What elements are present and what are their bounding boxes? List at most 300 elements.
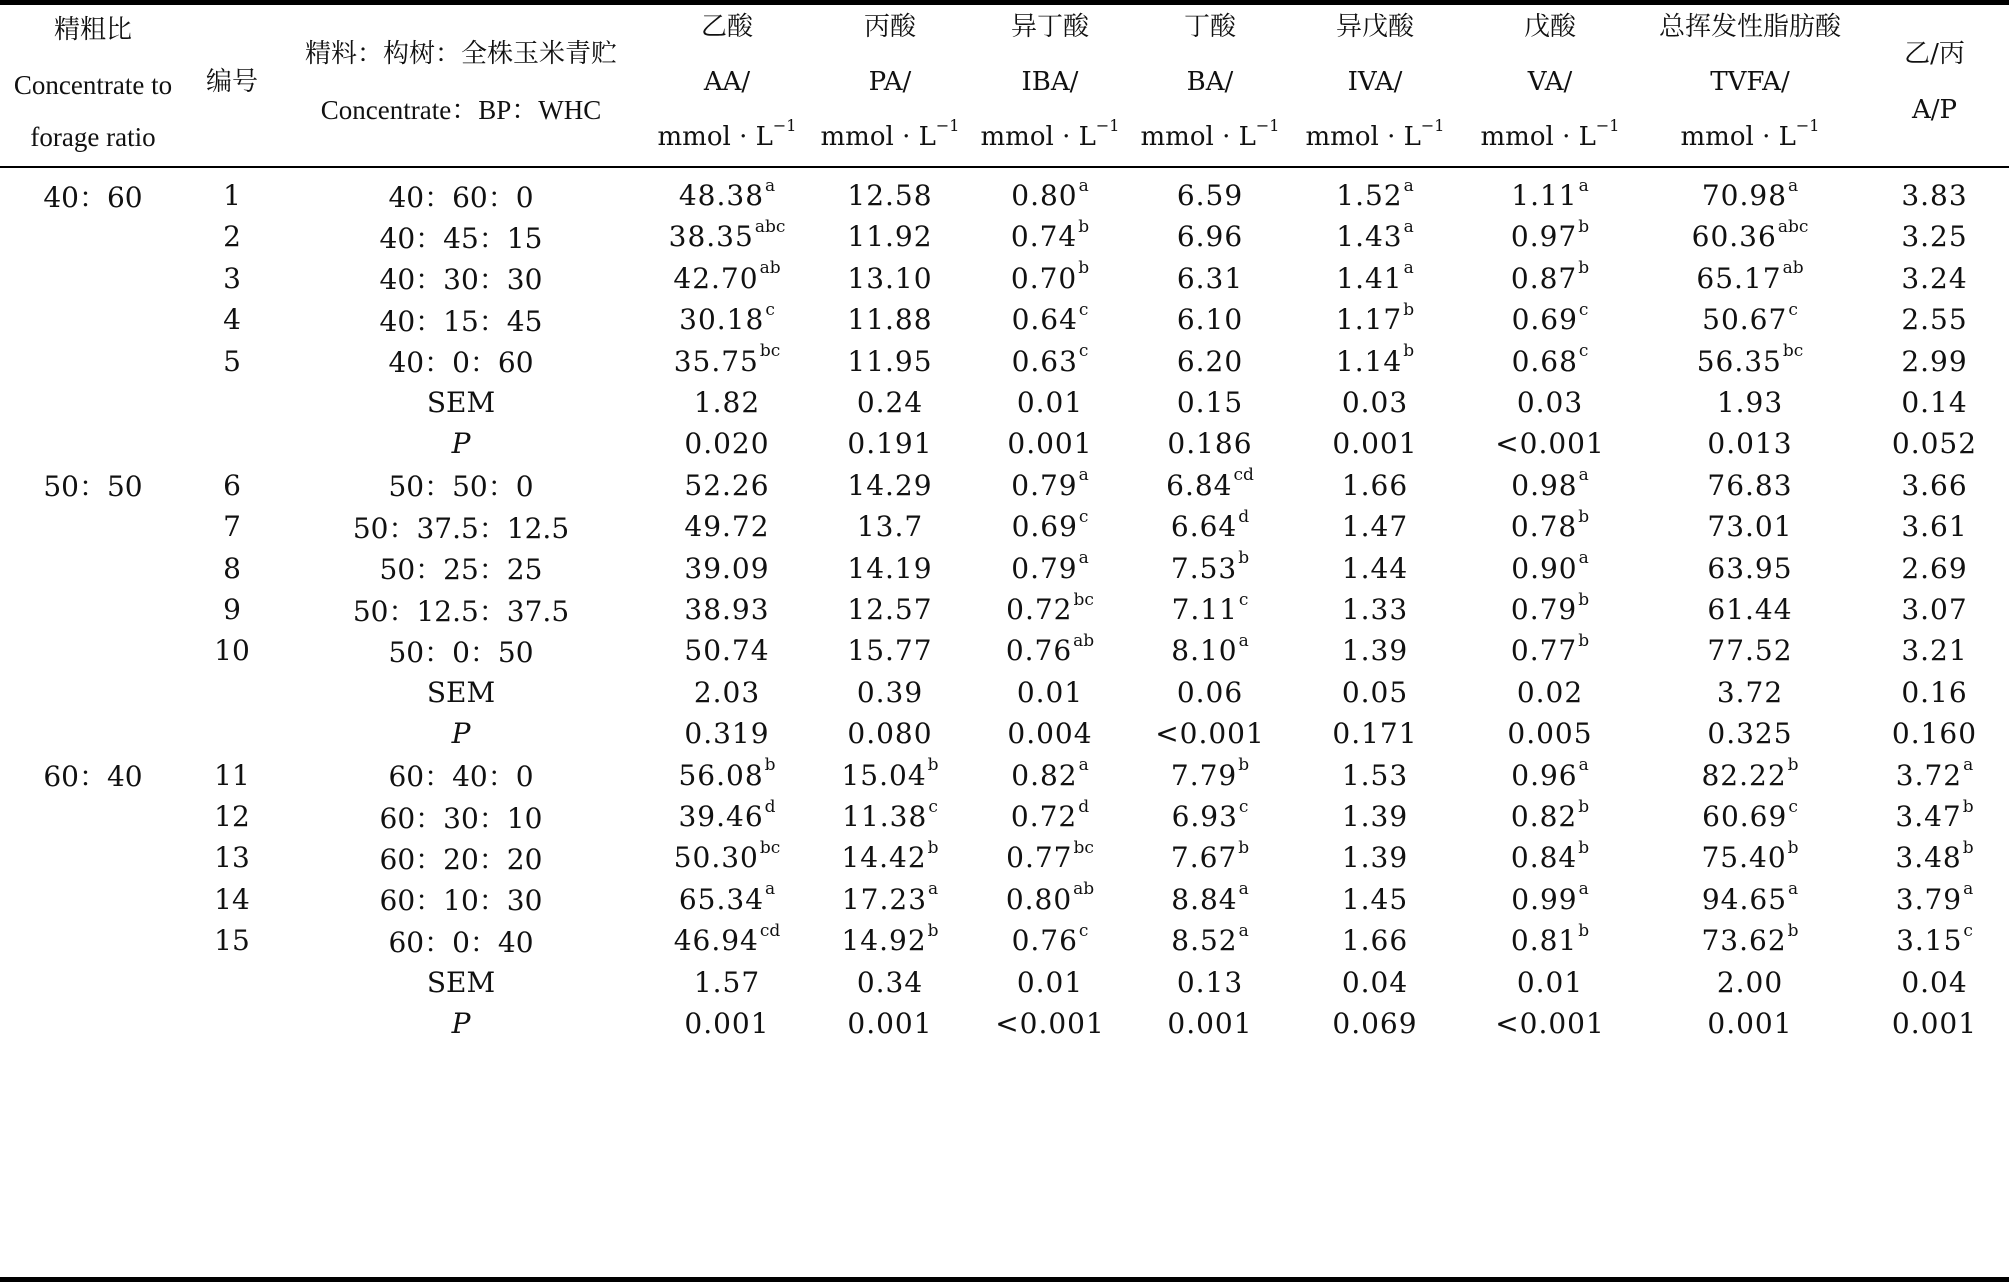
header-iva-unit-exp: −1 — [1420, 116, 1445, 136]
significance-letter: cd — [759, 920, 781, 941]
ratio-text: 60：40 — [43, 760, 143, 794]
significance-letter: a — [1578, 548, 1589, 569]
value: 0.16 — [1901, 675, 1968, 709]
header-id — [186, 0, 278, 166]
value: 0.080 — [847, 717, 933, 751]
cell-id — [186, 997, 278, 1050]
value: 11.88 — [847, 303, 933, 337]
value: 65.17 — [1696, 261, 1782, 295]
significance-letter: c — [928, 796, 938, 817]
value: 0.80 — [1005, 882, 1073, 916]
value: <0.001 — [995, 1007, 1105, 1040]
value: 0.72 — [1010, 800, 1078, 833]
table-row — [0, 997, 2009, 1050]
value: 38.93 — [684, 593, 770, 626]
id-text: 2 — [223, 220, 241, 254]
significance-letter: c — [1078, 920, 1089, 941]
header-iva — [1290, 0, 1460, 166]
header-ap-abbr: A/P — [1911, 95, 1958, 126]
value: 1.39 — [1341, 800, 1409, 833]
comp-text: SEM — [426, 675, 496, 709]
value: 50.30 — [673, 841, 759, 875]
cell-iba — [970, 997, 1130, 1050]
value: 52.26 — [684, 468, 770, 502]
significance-letter: a — [1078, 175, 1089, 196]
comp-text: 50：25：25 — [379, 553, 543, 587]
comp-text: P — [451, 1007, 471, 1040]
header-ratio-zh: 精粗比 — [53, 15, 132, 46]
comp-text: 40：0：60 — [388, 346, 534, 380]
id-text: 12 — [214, 800, 250, 833]
comp-text: P — [451, 427, 471, 461]
id-text: 15 — [214, 924, 250, 958]
value: 7.11 — [1171, 593, 1238, 626]
header-va-unit — [1481, 111, 1620, 166]
significance-letter: b — [1578, 506, 1590, 527]
comp-text: 40：45：15 — [379, 221, 543, 255]
significance-letter: b — [1403, 299, 1415, 320]
value: 0.001 — [1707, 1007, 1793, 1040]
table-header-rule — [0, 166, 2009, 168]
significance-letter: c — [1963, 920, 1973, 941]
ratio-text: 40：60 — [43, 180, 143, 214]
significance-letter: c — [1238, 796, 1249, 817]
value: 0.01 — [1016, 965, 1084, 999]
value: 0.74 — [1010, 220, 1078, 254]
value: 0.69 — [1511, 303, 1578, 337]
value: 11.92 — [847, 220, 933, 254]
value: 0.001 — [1891, 1007, 1978, 1040]
significance-letter: a — [1578, 465, 1589, 486]
value: 0.01 — [1016, 675, 1084, 709]
value: 8.84 — [1171, 882, 1238, 916]
significance-letter: a — [1578, 879, 1589, 900]
value: 3.83 — [1901, 179, 1968, 212]
value: 0.79 — [1011, 468, 1078, 502]
header-pa-zh: 丙酸 — [863, 11, 916, 42]
value: 0.020 — [684, 427, 770, 461]
value: 50.67 — [1702, 303, 1788, 337]
value: 11.38 — [842, 800, 928, 833]
id-text: 10 — [214, 634, 250, 668]
value: 1.44 — [1341, 551, 1409, 585]
value: 1.45 — [1341, 882, 1409, 916]
value: 0.64 — [1011, 303, 1078, 337]
header-iba-unit — [981, 111, 1120, 166]
value: 0.02 — [1516, 675, 1584, 709]
header-tvfa-unit-exp: −1 — [1795, 116, 1820, 136]
value: 3.07 — [1901, 593, 1968, 626]
cell-pa — [810, 997, 970, 1050]
significance-letter: ab — [759, 258, 781, 279]
value: 7.53 — [1170, 551, 1238, 585]
value: 0.325 — [1707, 717, 1793, 751]
significance-letter: d — [1078, 796, 1090, 817]
value: 0.84 — [1510, 841, 1578, 875]
id-text: 9 — [223, 593, 241, 626]
significance-letter: a — [928, 879, 939, 900]
value: 3.21 — [1901, 634, 1968, 668]
significance-letter: a — [1578, 175, 1589, 196]
table-bottom-rule — [0, 1277, 2009, 1282]
value: 1.17 — [1335, 303, 1403, 337]
significance-letter: ab — [1782, 258, 1804, 279]
value: 0.03 — [1341, 386, 1409, 419]
value: 0.77 — [1510, 634, 1578, 668]
value: 3.72 — [1895, 758, 1963, 792]
significance-letter: b — [764, 755, 776, 776]
value: 76.83 — [1707, 468, 1793, 502]
value: 0.77 — [1006, 841, 1073, 875]
value: 0.05 — [1341, 675, 1409, 709]
significance-letter: a — [1788, 879, 1799, 900]
id-text: 14 — [214, 882, 250, 916]
value: 39.46 — [678, 800, 764, 833]
value: 3.47 — [1895, 800, 1962, 833]
significance-letter: a — [1963, 879, 1974, 900]
value: 14.92 — [841, 924, 927, 958]
value: 0.06 — [1176, 675, 1244, 709]
header-ba-abbr: BA/ — [1186, 67, 1234, 98]
value: 2.99 — [1901, 344, 1968, 378]
cell-ba — [1130, 997, 1290, 1050]
significance-letter: c — [1788, 796, 1798, 817]
comp-text: 40：15：45 — [379, 304, 543, 338]
value: 0.13 — [1176, 965, 1244, 999]
header-va-abbr: VA/ — [1527, 67, 1573, 98]
value: 14.29 — [847, 468, 933, 502]
significance-letter: c — [765, 299, 775, 320]
value: 0.052 — [1891, 427, 1978, 461]
value: 12.57 — [847, 593, 933, 626]
value: 15.04 — [841, 758, 927, 792]
significance-letter: a — [1788, 175, 1799, 196]
significance-letter: ab — [1073, 879, 1095, 900]
value: 42.70 — [673, 261, 759, 295]
significance-letter: b — [1578, 258, 1590, 279]
significance-letter: a — [1578, 755, 1589, 776]
significance-letter: b — [1578, 216, 1590, 237]
significance-letter: b — [1962, 837, 1974, 858]
value: 0.81 — [1510, 924, 1578, 958]
significance-letter: b — [1238, 755, 1250, 776]
id-text: 4 — [223, 303, 241, 337]
value: 70.98 — [1701, 179, 1788, 212]
comp-text: 50：50：0 — [388, 470, 534, 504]
significance-letter: b — [1578, 837, 1590, 858]
value: 0.98 — [1511, 468, 1578, 502]
significance-letter: a — [1403, 216, 1414, 237]
value: 6.93 — [1171, 800, 1238, 833]
value: 0.01 — [1516, 965, 1584, 999]
significance-letter: a — [765, 879, 776, 900]
value: 0.001 — [1332, 427, 1418, 461]
header-ba-unit — [1141, 111, 1280, 166]
comp-text: 60：30：10 — [379, 801, 543, 835]
value: 75.40 — [1701, 841, 1787, 875]
significance-letter: bc — [1782, 341, 1804, 362]
value: 30.18 — [679, 303, 765, 337]
value: 2.00 — [1716, 965, 1784, 999]
comp-text: 40：30：30 — [379, 263, 543, 297]
header-iba-unit-exp: −1 — [1095, 116, 1120, 136]
value: 1.66 — [1341, 468, 1409, 502]
comp-text: 60：40：0 — [388, 760, 534, 794]
value: 0.34 — [856, 965, 924, 999]
significance-letter: a — [1238, 920, 1249, 941]
significance-letter: c — [1078, 341, 1089, 362]
significance-letter: cd — [1233, 465, 1254, 486]
value: 12.58 — [847, 179, 933, 212]
value: 0.78 — [1510, 510, 1578, 544]
value: 49.72 — [684, 510, 770, 544]
id-text: 11 — [214, 758, 250, 792]
value: 11.95 — [847, 344, 933, 378]
header-ratio-en-2: forage ratio — [30, 122, 156, 153]
value: 1.52 — [1336, 179, 1403, 212]
value: 0.319 — [684, 717, 770, 751]
value: 1.14 — [1335, 344, 1403, 378]
value: 6.10 — [1176, 303, 1244, 337]
header-ap-zh: 乙/丙 — [1904, 39, 1965, 70]
comp-text: SEM — [426, 965, 496, 999]
header-aa-unit-exp: −1 — [772, 116, 797, 136]
value: 48.38 — [678, 179, 765, 212]
header-ba-unit-text: mmol · L — [1140, 122, 1256, 153]
value: 0.63 — [1011, 344, 1078, 378]
significance-letter: abc — [1777, 216, 1809, 237]
header-va — [1460, 0, 1640, 166]
value: 0.96 — [1511, 758, 1578, 792]
value: 13.7 — [856, 510, 924, 544]
header-ba-zh: 丁酸 — [1183, 11, 1236, 42]
value: 1.41 — [1336, 261, 1403, 295]
value: 0.069 — [1332, 1007, 1418, 1040]
value: 65.34 — [678, 882, 765, 916]
value: 39.09 — [684, 551, 770, 585]
significance-letter: b — [927, 755, 939, 776]
value: 15.77 — [847, 634, 933, 668]
value: 77.52 — [1707, 634, 1793, 668]
value: 6.20 — [1176, 344, 1244, 378]
significance-letter: b — [1578, 589, 1590, 610]
cell-iva — [1290, 997, 1460, 1050]
id-text: 3 — [223, 261, 241, 295]
value: 0.01 — [1016, 386, 1084, 419]
significance-letter: a — [1078, 465, 1089, 486]
header-iva-unit-text: mmol · L — [1305, 122, 1421, 153]
value: 0.001 — [1167, 1007, 1253, 1040]
header-iva-abbr: IVA/ — [1347, 67, 1403, 98]
header-tvfa-abbr: TVFA/ — [1710, 67, 1790, 98]
header-ba-unit-exp: −1 — [1255, 116, 1280, 136]
header-ap — [1860, 0, 2009, 166]
cell-ratio — [0, 997, 186, 1050]
header-aa — [644, 0, 810, 166]
value: 0.70 — [1010, 261, 1078, 295]
value: 3.79 — [1895, 882, 1963, 916]
value: 0.87 — [1510, 261, 1578, 295]
significance-letter: bc — [1073, 837, 1094, 858]
header-pa-unit-text: mmol · L — [820, 122, 936, 153]
significance-letter: a — [1963, 755, 1974, 776]
significance-letter: a — [1078, 755, 1089, 776]
value: 56.35 — [1696, 344, 1782, 378]
value: 0.72 — [1006, 593, 1073, 626]
value: 0.39 — [856, 675, 924, 709]
significance-letter: a — [1238, 630, 1249, 651]
significance-letter: abc — [754, 216, 786, 237]
value: 0.82 — [1011, 758, 1078, 792]
header-pa — [810, 0, 970, 166]
significance-letter: d — [1238, 506, 1250, 527]
header-aa-zh: 乙酸 — [700, 11, 753, 42]
significance-letter: b — [1238, 837, 1250, 858]
comp-text: 50：0：50 — [388, 635, 534, 669]
value: 0.79 — [1510, 593, 1578, 626]
significance-letter: b — [1078, 258, 1090, 279]
value: 1.33 — [1341, 593, 1409, 626]
comp-text: 60：10：30 — [379, 884, 543, 918]
value: 73.01 — [1707, 510, 1793, 544]
header-iba-unit-text: mmol · L — [980, 122, 1096, 153]
value: 14.19 — [847, 551, 933, 585]
significance-letter: ab — [1073, 630, 1095, 651]
significance-letter: c — [1578, 299, 1589, 320]
value: 0.76 — [1005, 634, 1073, 668]
value: 0.99 — [1511, 882, 1578, 916]
value: 7.79 — [1170, 758, 1238, 792]
value: 60.69 — [1702, 800, 1788, 833]
value: 6.84 — [1166, 468, 1233, 502]
value: 35.75 — [673, 344, 759, 378]
value: 0.04 — [1901, 965, 1968, 999]
header-composition-zh: 精料：构树：全株玉米青贮 — [304, 39, 617, 70]
value: 0.80 — [1011, 179, 1078, 212]
value: 0.001 — [684, 1007, 770, 1040]
header-iba — [970, 0, 1130, 166]
id-text: 7 — [223, 510, 241, 544]
header-ratio-en-1: Concentrate to — [13, 70, 173, 101]
header-iva-zh: 异戊酸 — [1335, 11, 1414, 42]
value: 6.31 — [1176, 261, 1244, 295]
comp-text: 40：60：0 — [388, 180, 534, 214]
id-text: 1 — [223, 179, 241, 212]
value: 0.97 — [1510, 220, 1578, 254]
value: 1.43 — [1336, 220, 1403, 254]
header-composition — [278, 0, 644, 166]
value: 46.94 — [673, 924, 759, 958]
cell-va — [1460, 997, 1640, 1050]
value: <0.001 — [1495, 427, 1605, 461]
value: 3.25 — [1901, 220, 1968, 254]
value: <0.001 — [1155, 717, 1265, 751]
value: 3.48 — [1895, 841, 1962, 875]
significance-letter: a — [1403, 258, 1414, 279]
header-iva-unit — [1306, 111, 1445, 166]
value: 1.57 — [693, 965, 761, 999]
comp-text: 60：0：40 — [388, 925, 534, 959]
value: 0.001 — [1007, 427, 1093, 461]
cell-ap — [1860, 997, 2009, 1050]
value: 8.52 — [1171, 924, 1238, 958]
value: 0.76 — [1011, 924, 1078, 958]
value: 13.10 — [847, 261, 933, 295]
value: 1.11 — [1511, 179, 1578, 212]
value: 0.001 — [847, 1007, 933, 1040]
value: 0.24 — [856, 386, 924, 419]
significance-letter: c — [1078, 506, 1089, 527]
value: 1.47 — [1341, 510, 1409, 544]
comp-text: 50：12.5：37.5 — [352, 594, 570, 628]
value: 0.04 — [1341, 965, 1409, 999]
significance-letter: c — [1788, 299, 1798, 320]
header-id-label: 编号 — [205, 67, 258, 98]
header-ba — [1130, 0, 1290, 166]
header-pa-unit — [821, 111, 960, 166]
value: 1.39 — [1341, 634, 1409, 668]
value: <0.001 — [1495, 1007, 1605, 1040]
value: 0.013 — [1707, 427, 1793, 461]
cell-comp — [278, 997, 644, 1050]
value: 0.191 — [847, 427, 933, 461]
header-pa-unit-exp: −1 — [935, 116, 960, 136]
significance-letter: bc — [759, 341, 781, 362]
cell-aa — [644, 997, 810, 1050]
significance-letter: c — [1078, 299, 1089, 320]
value: 17.23 — [841, 882, 928, 916]
significance-letter: b — [1578, 796, 1590, 817]
id-text: 8 — [223, 551, 241, 585]
value: 73.62 — [1701, 924, 1787, 958]
significance-letter: a — [1403, 175, 1414, 196]
value: 1.53 — [1341, 758, 1409, 792]
significance-letter: b — [1078, 216, 1090, 237]
significance-letter: bc — [1073, 589, 1094, 610]
significance-letter: b — [1403, 341, 1415, 362]
value: 0.005 — [1507, 717, 1593, 751]
header-tvfa-zh: 总挥发性脂肪酸 — [1658, 11, 1841, 42]
header-iba-abbr: IBA/ — [1021, 67, 1079, 98]
value: 2.69 — [1901, 551, 1968, 585]
value: 0.82 — [1510, 800, 1578, 833]
value: 6.96 — [1176, 220, 1244, 254]
id-text: 13 — [214, 841, 250, 875]
value: 3.72 — [1716, 675, 1784, 709]
comp-text: 60：20：20 — [379, 842, 543, 876]
value: 2.03 — [693, 675, 761, 709]
significance-letter: b — [927, 920, 939, 941]
header-concentrate-forage-ratio — [0, 0, 186, 166]
significance-letter: b — [1787, 837, 1799, 858]
comp-text: 50：37.5：12.5 — [352, 511, 570, 545]
comp-text: P — [451, 717, 471, 751]
significance-letter: b — [1787, 755, 1799, 776]
header-va-zh: 戊酸 — [1523, 11, 1576, 42]
value: 3.61 — [1901, 510, 1968, 544]
value: 7.67 — [1170, 841, 1238, 875]
value: 2.55 — [1901, 303, 1968, 337]
significance-letter: a — [1078, 548, 1089, 569]
value: 94.65 — [1701, 882, 1788, 916]
value: 0.69 — [1011, 510, 1078, 544]
significance-letter: b — [1787, 920, 1799, 941]
significance-letter: c — [1578, 341, 1589, 362]
value: 0.171 — [1332, 717, 1418, 751]
value: 0.186 — [1167, 427, 1253, 461]
value: 38.35 — [668, 220, 754, 254]
significance-letter: bc — [759, 837, 781, 858]
